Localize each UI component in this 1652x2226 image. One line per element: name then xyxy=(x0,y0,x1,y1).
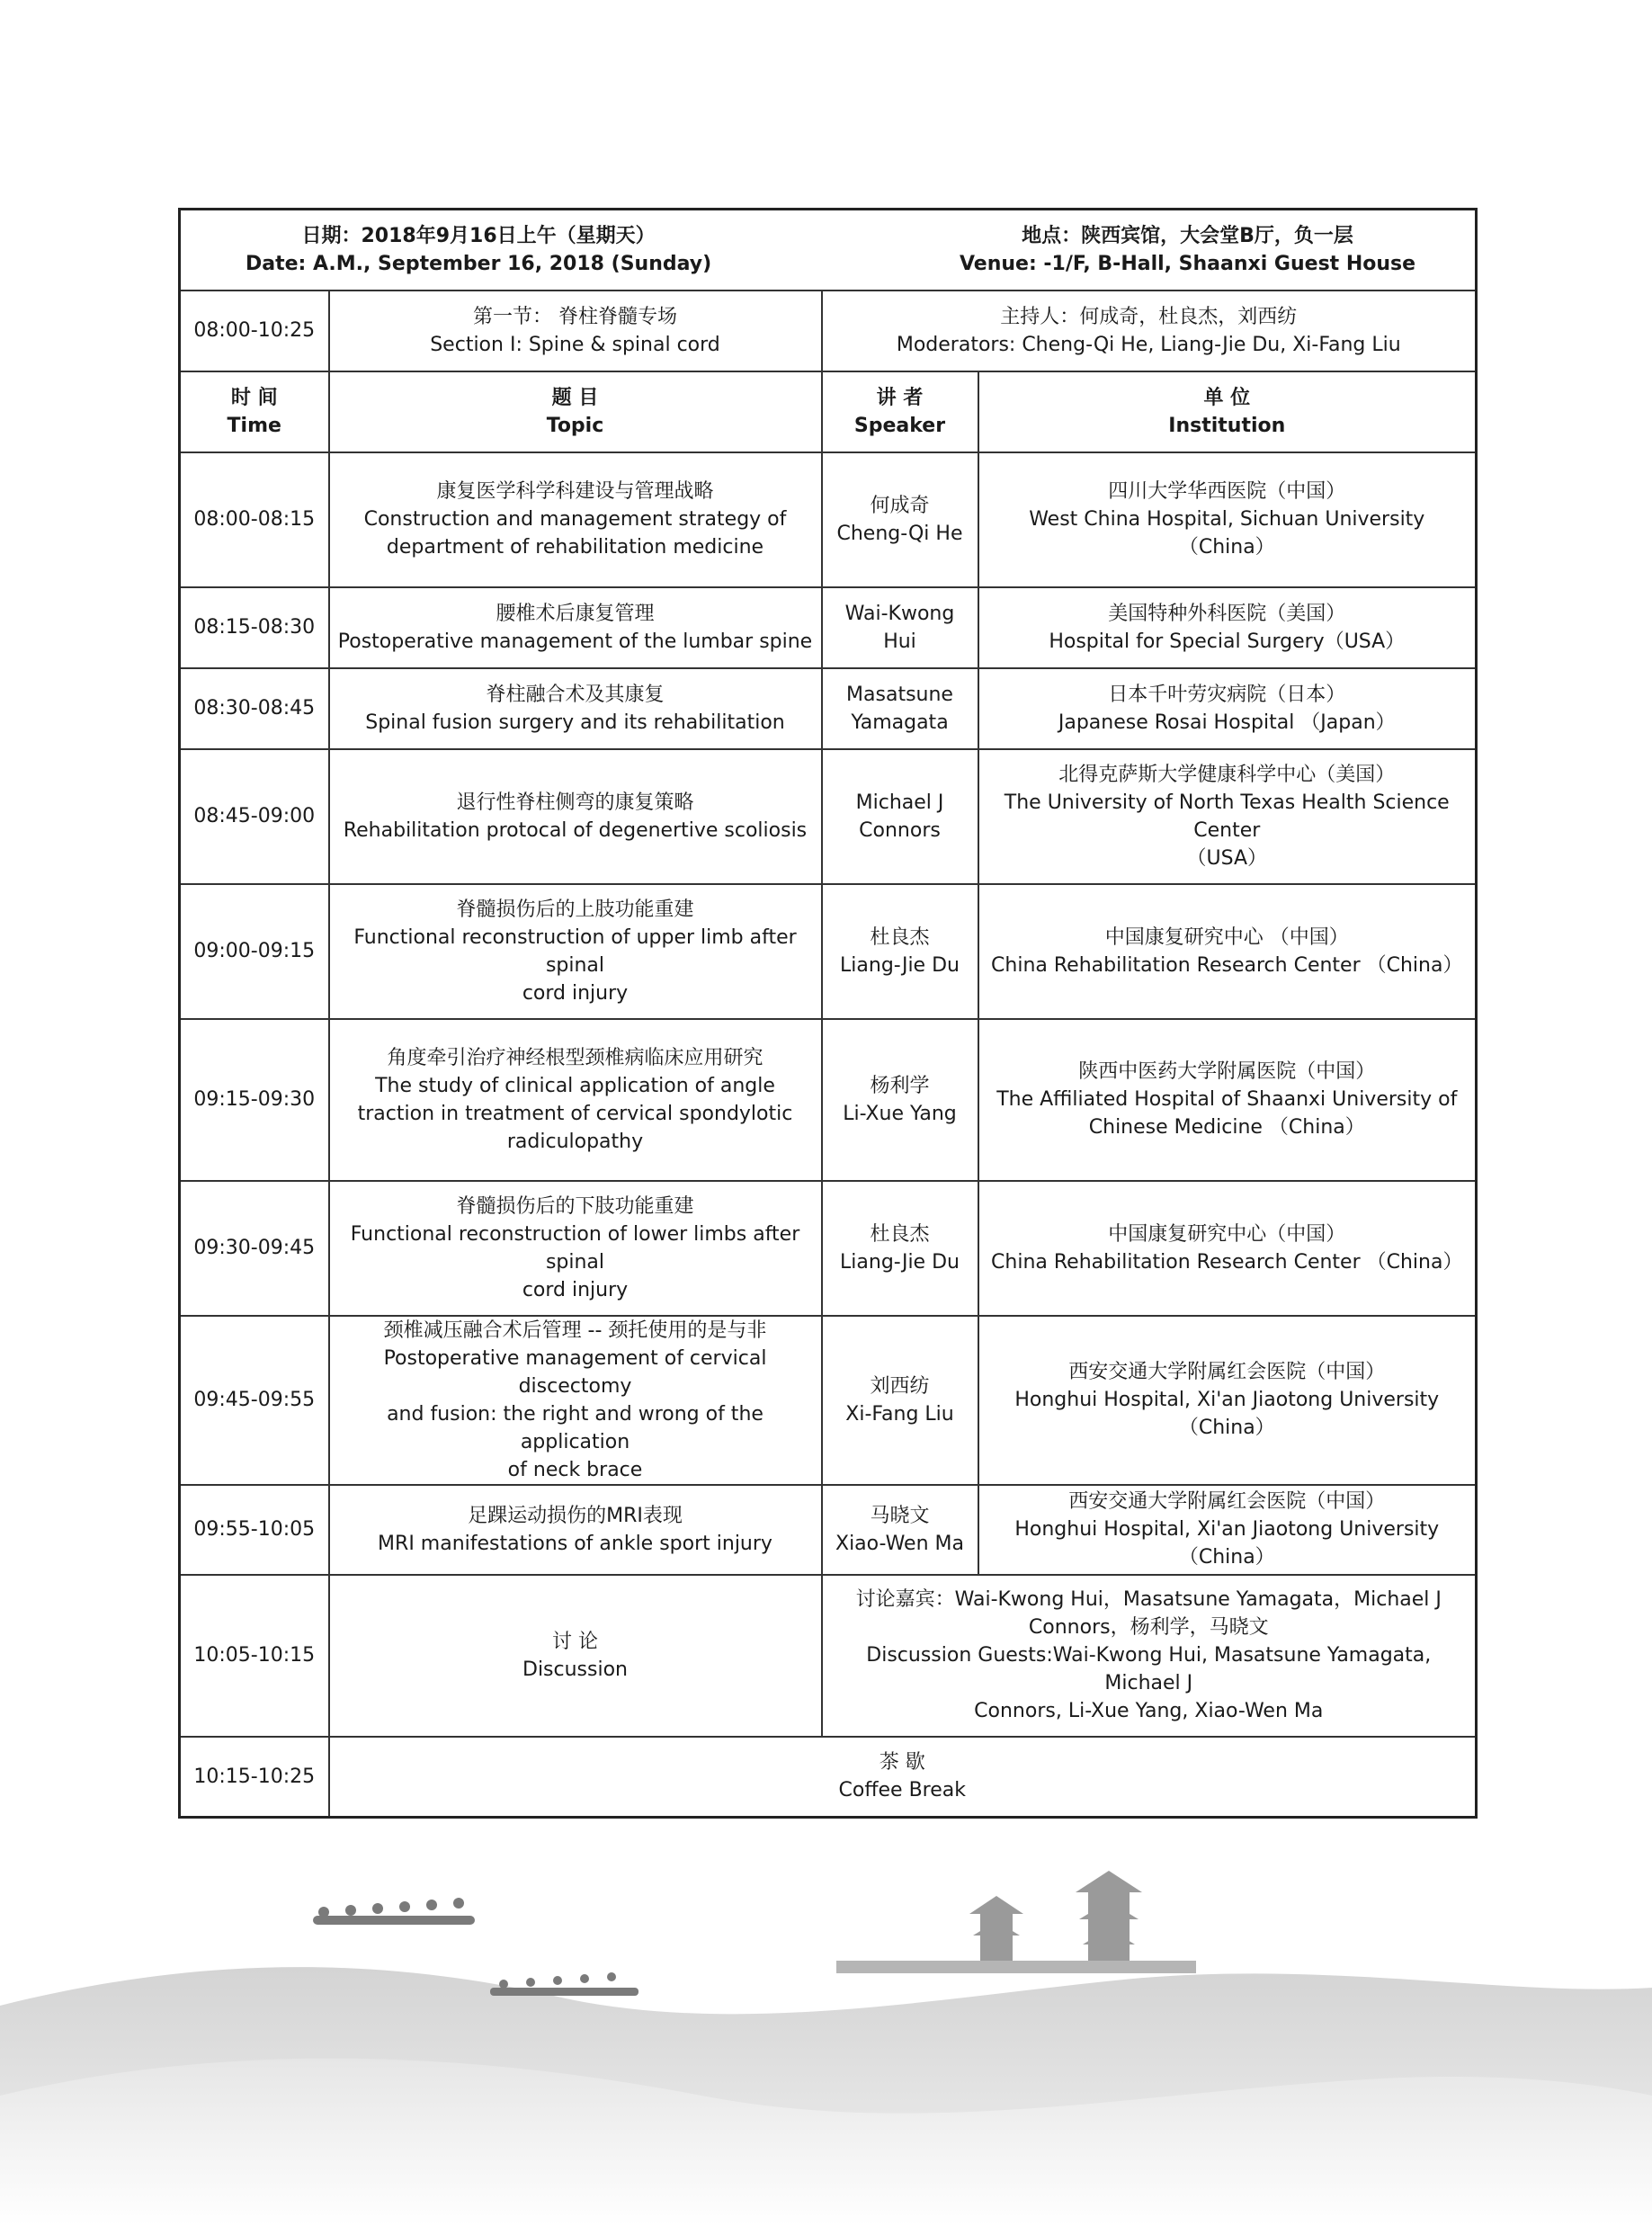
row-speaker-line: 刘西纺 xyxy=(870,1374,930,1398)
venue-block xyxy=(960,222,1415,278)
row-time: 08:00-08:15 xyxy=(180,452,329,587)
row-institution-line: 西安交通大学附属红会医院（中国） xyxy=(1068,1361,1386,1383)
row-topic-line: 脊髓损伤后的上肢功能重建 xyxy=(456,898,694,921)
discussion-guests xyxy=(822,1575,1477,1737)
row-time: 08:30-08:45 xyxy=(180,668,329,749)
row-institution-line: The University of North Texas Health Science Center xyxy=(1004,791,1450,842)
row-topic-line: 足踝运动损伤的MRI表现 xyxy=(468,1504,683,1527)
column-header-institution xyxy=(978,371,1477,452)
row-speaker xyxy=(822,1485,978,1575)
table-row xyxy=(180,749,1477,884)
break-title-cn: 茶 歇 xyxy=(879,1751,925,1775)
row-topic-line: 脊髓损伤后的下肢功能重建 xyxy=(456,1194,694,1218)
row-topic xyxy=(329,587,822,668)
table-row xyxy=(180,587,1477,668)
section-title-en: Section I: Spine & spinal cord xyxy=(430,333,720,356)
row-institution-line: The Affiliated Hospital of Shaanxi University of xyxy=(996,1088,1458,1111)
column-time-en: Time xyxy=(227,414,281,437)
discussion-guests-line: Connors，杨利学，马晓文 xyxy=(1028,1616,1269,1639)
row-institution-line: 日本千叶劳灾病院（日本） xyxy=(1108,683,1346,706)
section-time: 08:00-10:25 xyxy=(180,291,329,371)
row-topic-line: MRI manifestations of ankle sport injury xyxy=(378,1532,772,1555)
row-speaker-line: 杜良杰 xyxy=(870,925,930,949)
row-topic-line: Construction and management strategy of xyxy=(363,508,787,531)
row-topic xyxy=(329,1316,822,1485)
row-institution-line: Honghui Hospital, Xi'an Jiaotong University（China） xyxy=(1014,1518,1440,1569)
row-time: 09:15-09:30 xyxy=(180,1019,329,1181)
row-speaker-line: 杨利学 xyxy=(870,1074,930,1097)
moderators-en: Moderators: Cheng-Qi He, Liang-Jie Du, Xi-Fang Liu xyxy=(896,333,1401,356)
row-topic-line: 颈椎减压融合术后管理 -- 颈托使用的是与非 xyxy=(383,1319,767,1342)
break-time: 10:15-10:25 xyxy=(180,1737,329,1818)
pagoda-towers xyxy=(836,1871,1196,1973)
row-institution xyxy=(978,749,1477,884)
section-title xyxy=(329,291,822,371)
row-time: 09:55-10:05 xyxy=(180,1485,329,1575)
row-institution-line: 四川大学华西医院（中国） xyxy=(1108,480,1346,503)
row-institution-line: 北得克萨斯大学健康科学中心（美国） xyxy=(1058,763,1396,786)
section-title-cn: 第一节： 脊柱脊髓专场 xyxy=(473,305,677,328)
row-speaker xyxy=(822,452,978,587)
discussion-title-cn: 讨 论 xyxy=(552,1630,598,1653)
row-speaker-line: Masatsune xyxy=(846,683,953,706)
row-speaker-line: 何成奇 xyxy=(870,494,930,517)
row-topic-line: 腰椎术后康复管理 xyxy=(496,602,655,625)
row-time: 09:30-09:45 xyxy=(180,1181,329,1316)
row-topic-line: of neck brace xyxy=(507,1458,643,1481)
row-topic-line: Rehabilitation protocal of degenertive scoliosis xyxy=(343,818,808,842)
row-speaker xyxy=(822,1316,978,1485)
row-topic xyxy=(329,1485,822,1575)
row-speaker-line: Cheng-Qi He xyxy=(836,522,963,545)
table-row xyxy=(180,884,1477,1019)
table-row xyxy=(180,1316,1477,1485)
row-institution xyxy=(978,884,1477,1019)
venue-en: Venue: -1/F, B-Hall, Shaanxi Guest House xyxy=(959,252,1416,275)
row-institution xyxy=(978,668,1477,749)
row-speaker-line: Xi-Fang Liu xyxy=(845,1402,954,1426)
section-row xyxy=(180,291,1477,371)
row-time: 09:00-09:15 xyxy=(180,884,329,1019)
row-speaker-line: Liang-Jie Du xyxy=(840,953,960,977)
column-header-time xyxy=(180,371,329,452)
row-institution-line: China Rehabilitation Research Center （China） xyxy=(991,1250,1463,1274)
row-speaker-line: Wai-Kwong Hui xyxy=(844,602,955,653)
row-time: 08:45-09:00 xyxy=(180,749,329,884)
table-row xyxy=(180,668,1477,749)
column-institution-en: Institution xyxy=(1168,414,1286,437)
discussion-title xyxy=(329,1575,822,1737)
discussion-title-en: Discussion xyxy=(522,1658,628,1681)
row-topic-line: Postoperative management of the lumbar spine xyxy=(337,630,813,653)
row-institution-line: 中国康复研究中心 （中国） xyxy=(1104,925,1349,949)
date-cn: 日期：2018年9月16日上午（星期天） xyxy=(301,224,656,247)
program-table xyxy=(178,208,1478,1819)
discussion-time: 10:05-10:15 xyxy=(180,1575,329,1737)
row-institution-line: China Rehabilitation Research Center （China） xyxy=(991,953,1463,977)
row-institution-line: （USA） xyxy=(1186,846,1268,870)
row-topic xyxy=(329,1181,822,1316)
discussion-guests-line: 讨论嘉宾：Wai-Kwong Hui，Masatsune Yamagata，Michael J xyxy=(855,1588,1442,1611)
date-block xyxy=(246,222,711,278)
row-institution-line: West China Hospital, Sichuan University （China） xyxy=(1029,508,1425,559)
row-topic-line: Functional reconstruction of lower limbs after spinal xyxy=(350,1222,800,1274)
row-topic-line: department of rehabilitation medicine xyxy=(386,536,764,559)
row-institution-line: 陕西中医药大学附属医院（中国） xyxy=(1078,1060,1376,1083)
row-topic-line: and fusion: the right and wrong of the application xyxy=(387,1402,763,1453)
moderators-cn: 主持人：何成奇，杜良杰，刘西纺 xyxy=(1000,305,1298,328)
column-topic-en: Topic xyxy=(546,414,604,437)
row-institution xyxy=(978,452,1477,587)
discussion-row xyxy=(180,1575,1477,1737)
discussion-guests-line: Connors, Li-Xue Yang, Xiao-Wen Ma xyxy=(974,1700,1324,1722)
section-moderators xyxy=(822,291,1477,371)
session-rows xyxy=(180,452,1477,1575)
column-header-speaker xyxy=(822,371,978,452)
row-topic-line: 退行性脊柱侧弯的康复策略 xyxy=(456,791,694,814)
row-time: 09:45-09:55 xyxy=(180,1316,329,1485)
row-speaker-line: 马晓文 xyxy=(870,1504,930,1527)
row-institution xyxy=(978,1019,1477,1181)
row-speaker-line: Connors xyxy=(859,818,941,842)
date-en: Date: A.M., September 16, 2018 (Sunday) xyxy=(246,252,712,275)
venue-cn: 地点：陕西宾馆，大会堂B厅，负一层 xyxy=(1022,224,1353,247)
row-topic-line: 康复医学科学科建设与管理战略 xyxy=(436,480,714,503)
row-topic-line: Postoperative management of cervical discectomy xyxy=(383,1346,767,1398)
row-topic-line: radiculopathy xyxy=(506,1130,644,1153)
row-institution-line: Honghui Hospital, Xi'an Jiaotong University（China） xyxy=(1014,1389,1440,1439)
break-title xyxy=(329,1737,1477,1818)
table-row xyxy=(180,1181,1477,1316)
column-institution-cn: 单 位 xyxy=(1203,386,1251,409)
row-institution xyxy=(978,1181,1477,1316)
column-header-topic xyxy=(329,371,822,452)
row-institution-line: Japanese Rosai Hospital （Japan） xyxy=(1058,711,1396,734)
row-topic-line: The study of clinical application of angle xyxy=(375,1074,775,1097)
row-topic-line: 脊柱融合术及其康复 xyxy=(486,683,665,706)
row-speaker-line: Xiao-Wen Ma xyxy=(835,1532,964,1555)
header-cell xyxy=(180,210,1477,291)
row-speaker xyxy=(822,1019,978,1181)
row-institution-line: Hospital for Special Surgery（USA） xyxy=(1049,630,1406,653)
row-speaker-line: Li-Xue Yang xyxy=(843,1102,957,1125)
row-institution-line: 西安交通大学附属红会医院（中国） xyxy=(1068,1490,1386,1513)
table-row xyxy=(180,1485,1477,1575)
row-institution-line: Chinese Medicine （China） xyxy=(1088,1116,1365,1139)
row-topic-line: traction in treatment of cervical spondylotic xyxy=(357,1102,793,1125)
row-time: 08:15-08:30 xyxy=(180,587,329,668)
row-institution-line: 中国康复研究中心（中国） xyxy=(1108,1222,1346,1246)
row-speaker-line: Liang-Jie Du xyxy=(840,1250,960,1274)
table-row xyxy=(180,1019,1477,1181)
break-title-en: Coffee Break xyxy=(838,1779,966,1802)
row-speaker xyxy=(822,587,978,668)
row-institution xyxy=(978,587,1477,668)
row-topic xyxy=(329,452,822,587)
row-institution xyxy=(978,1316,1477,1485)
column-time-cn: 时 间 xyxy=(230,386,278,409)
column-speaker-en: Speaker xyxy=(853,414,946,437)
row-topic-line: cord injury xyxy=(522,981,629,1005)
camel-caravan-top xyxy=(313,1898,475,1925)
camel-caravan-bottom xyxy=(490,1972,638,1996)
row-speaker xyxy=(822,884,978,1019)
column-topic-cn: 题 目 xyxy=(551,386,599,409)
row-institution xyxy=(978,1485,1477,1575)
row-topic-line: 角度牵引治疗神经根型颈椎病临床应用研究 xyxy=(387,1046,763,1069)
row-topic xyxy=(329,1019,822,1181)
desert-landscape-illustration xyxy=(0,1826,1652,2226)
row-topic xyxy=(329,884,822,1019)
row-topic-line: Spinal fusion surgery and its rehabilitation xyxy=(365,711,785,734)
row-speaker xyxy=(822,1181,978,1316)
row-topic-line: cord injury xyxy=(522,1278,629,1301)
column-speaker-cn: 讲 者 xyxy=(876,386,924,409)
column-header-row xyxy=(180,371,1477,452)
header-row xyxy=(180,210,1477,291)
row-topic xyxy=(329,668,822,749)
row-speaker-line: 杜良杰 xyxy=(870,1222,930,1246)
row-speaker xyxy=(822,749,978,884)
row-speaker xyxy=(822,668,978,749)
row-speaker-line: Yamagata xyxy=(851,711,949,734)
row-speaker-line: Michael J xyxy=(855,791,944,814)
row-topic xyxy=(329,749,822,884)
table-row xyxy=(180,452,1477,587)
row-topic-line: Functional reconstruction of upper limb after spinal xyxy=(353,925,797,977)
break-row xyxy=(180,1737,1477,1818)
row-institution-line: 美国特种外科医院（美国） xyxy=(1108,602,1346,625)
discussion-guests-line: Discussion Guests:Wai-Kwong Hui, Masatsune Yamagata, Michael J xyxy=(866,1644,1432,1694)
